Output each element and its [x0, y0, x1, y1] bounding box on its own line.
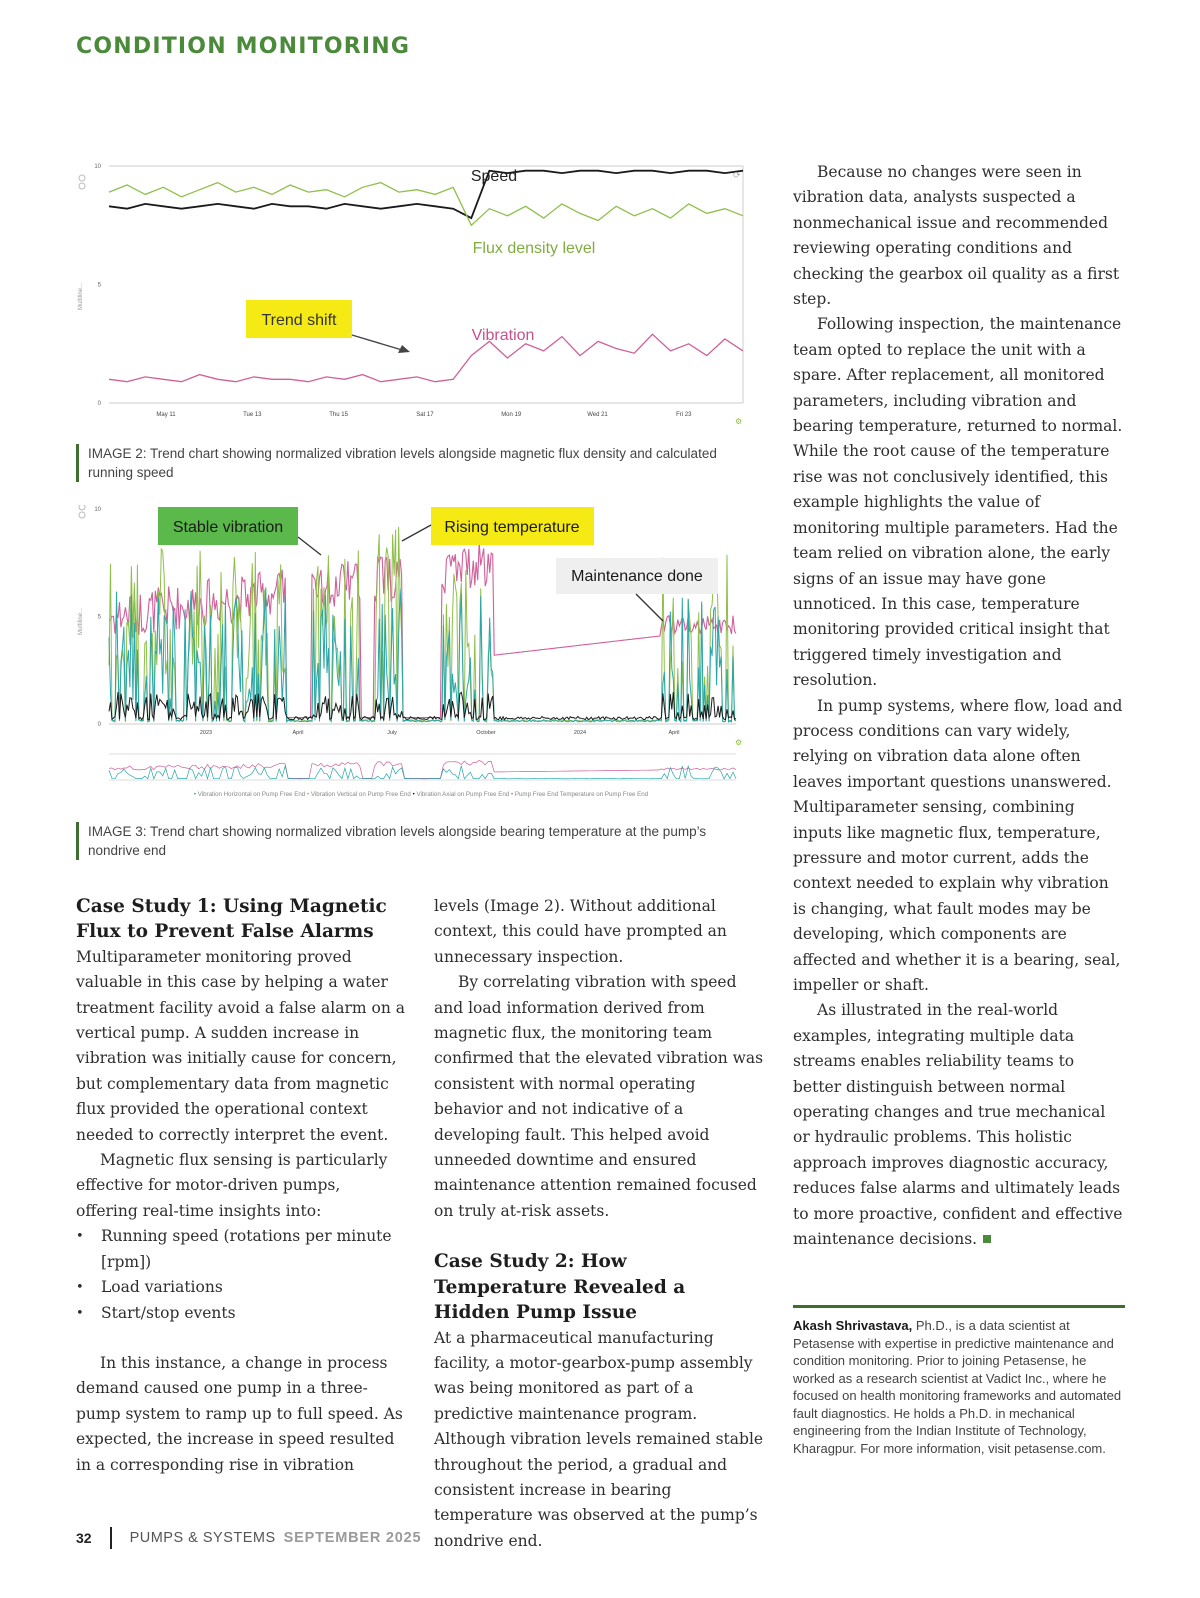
chart-1 [76, 160, 766, 435]
chart-2 [76, 505, 766, 815]
author-bio [793, 1305, 1125, 1457]
chart1-arrow [352, 335, 402, 350]
case-study-2-heading: Case Study 2: How Temperature Revealed a Hidden Pump Issue [434, 1251, 686, 1324]
case-study-1-heading: Case Study 1: Using Magnetic Flux to Prevent False Alarms [76, 896, 387, 943]
chart2-arrow-maintenance [636, 594, 663, 621]
chart2-x-tick: April [292, 730, 304, 736]
paragraph: Magnetic flux sensing is particularly effective for motor-driven pumps, offering real-time insights into: [76, 1151, 388, 1220]
chart1-label-trend-shift: Trend shift [261, 312, 337, 329]
end-mark [983, 1235, 991, 1243]
paragraph: Following inspection, the maintenance team opted to replace the unit with a spare. After replacement, all monitored parameters, including vibration and bearing temperature, returned to normal. While the root cause of the temperature rise was not conclusively identified, this example highlights the value of monitoring multiple parameters. Had the team relied on vibration alone, the early signs of an issue may have gone unnoticed. In this case, temperature monitoring provided critical insight that triggered timely investigation and resolution. [793, 315, 1123, 690]
chart2-x-tick: April [668, 730, 680, 736]
page-number: 32 [76, 1530, 92, 1546]
chart1-x-tick: Mon 19 [501, 412, 522, 418]
figure-caption-2: IMAGE 3: Trend chart showing normalized vibration levels alongside bearing temperature at the pump’s nondrive end [76, 822, 756, 860]
chart2-x-tick: 2023 [199, 730, 213, 736]
figure-trend-chart-2 [76, 505, 766, 815]
publication-name: PUMPS & SYSTEMS [129, 1530, 276, 1546]
list-item: • Start/stop events [76, 1301, 406, 1326]
settings-icon: ⚙ [735, 417, 743, 426]
paragraph: In this instance, a change in process demand caused one pump in a three-pump system to ramp up to full speed. As expected, the increase in speed resulted in a corresponding rise in vibration [76, 1353, 403, 1474]
paragraph: Multiparameter monitoring proved valuable in this case by helping a water treatment facility avoid a false alarm on a vertical pump. A sudden increase in vibration was initially cause for concern, but complementary data from magnetic flux provided the operational context needed to correctly interpret the event. [76, 947, 405, 1144]
chart1-x-tick: Fri 23 [676, 412, 692, 418]
chart1-y-label: Multiline... [78, 282, 84, 310]
chart1-x-tick: Sat 17 [416, 412, 434, 418]
figure-trend-chart-1 [76, 160, 766, 435]
chart2-x-tick: October [476, 730, 496, 736]
chart2-x-tick: July [387, 730, 397, 736]
paragraph: By correlating vibration with speed and load information derived from magnetic flux, the monitoring team confirmed that the elevated vibration was consistent with normal operating behavior and not indicative of a developing fault. This helped avoid unneeded downtime and ensured maintenance attention remained focused on truly at-risk assets. [434, 973, 764, 1220]
list-item: • Load variations [76, 1275, 406, 1300]
chart2-toolbar-icons [79, 505, 85, 518]
chart1-label-speed: Speed [470, 168, 518, 185]
insight-list [76, 1224, 406, 1326]
paragraph: At a pharmaceutical manufacturing facility, a motor-gearbox-pump assembly was being monitored as part of a predictive maintenance program. Although vibration levels remained stable throughout the period, a gradual and consistent increase in bearing temperature was observed at the pump’s nondrive end. [434, 1328, 764, 1550]
paragraph: In pump systems, where flow, load and process conditions can vary widely, relying on vibration data alone often leaves important questions unanswered. Multiparameter sensing, combining inputs like magnetic flux, temperature, pressure and motor current, adds the context needed to explain why vibration is changing, what fault modes may be developing, which components are affected and whether it is a bearing, seal, impeller or shaft. [793, 696, 1123, 994]
chart1-x-tick: May 11 [156, 412, 176, 418]
chart2-navigator[interactable] [109, 754, 736, 780]
chart1-y-tick: 5 [97, 282, 101, 289]
chart1-series-line [109, 183, 743, 226]
chart2-arrow-stable [298, 537, 321, 555]
page-footer [76, 1526, 421, 1550]
chart2-x-tick: 2024 [573, 730, 587, 736]
chart2-label-stable: Stable vibration [172, 519, 284, 536]
chart1-label-vibration: Vibration [471, 327, 535, 344]
footer-divider [110, 1527, 112, 1549]
chart1-label-flux: Flux density level [472, 240, 596, 257]
paragraph: Because no changes were seen in vibration data, analysts suspected a nonmechanical issue and recommended reviewing operating conditions and checking the gearbox oil quality as a first step. [793, 163, 1120, 309]
chart1-y-tick: 10 [94, 164, 101, 170]
chart1-y-tick: 0 [97, 401, 101, 407]
chart2-label-rising: Rising temperature [444, 519, 580, 536]
chart1-x-tick: Wed 21 [587, 412, 608, 418]
chart1-series-line [109, 334, 743, 381]
chart1-x-tick: Tue 13 [243, 412, 262, 418]
article-column-3 [793, 160, 1125, 1252]
author-name: Akash Shrivastava, [793, 1318, 913, 1333]
paragraph-conclusion: As illustrated in the real-world examples, integrating multiple data streams enables reliability teams to better distinguish between normal operating changes and true mechanical or hydraulic problems. This holistic approach improves diagnostic accuracy, reduces false alarms and ultimately leads to more proactive, confident and effective maintenance decisions. [793, 1001, 1123, 1249]
paragraph: levels (Image 2). Without additional context, this could have prompted an unnecessary inspection. [434, 897, 727, 966]
settings-icon: ⚙ [735, 738, 743, 747]
issue-date: SEPTEMBER 2025 [283, 1530, 422, 1546]
chart2-y-tick: 5 [97, 614, 101, 621]
chart1-toolbar-icons [79, 175, 85, 189]
figure-caption-1: IMAGE 2: Trend chart showing normalized vibration levels alongside magnetic flux density and calculated running speed [76, 444, 756, 482]
chart2-navigator-trace [109, 760, 736, 778]
refresh-icon: ⟳ [733, 171, 741, 181]
chart1-x-tick: Thu 15 [329, 412, 348, 418]
chart2-y-tick: 0 [97, 722, 101, 728]
chart2-legend: • Vibration Horizontal on Pump Free End • Vibration Vertical on Pump Free End • Vibration Axial on Pump Free End • Pump Free End Temperature on Pump Free End [193, 791, 649, 798]
chart2-y-label: Multiline... [78, 607, 84, 635]
chart2-label-maintenance: Maintenance done [571, 568, 703, 585]
list-item: • Running speed (rotations per minute [rpm]) [76, 1224, 406, 1275]
chart2-series-horizontal [109, 587, 736, 721]
section-title: CONDITION MONITORING [76, 34, 411, 59]
chart2-arrow-rising [402, 525, 431, 541]
chart2-y-tick: 10 [94, 507, 101, 513]
article-column-2 [434, 894, 764, 1554]
article-column-1 [76, 894, 406, 1478]
author-description: Ph.D., is a data scientist at Petasense with expertise in predictive maintenance and condition monitoring. Prior to joining Petasense, he worked as a research scientist at Vadict Inc., where he focused on health monitoring frameworks and automated fault diagnostics. He holds a Ph.D. in mechanical engineering from the Indian Institute of Technology, Kharagpur. For more information, visit petasense.com. [793, 1318, 1122, 1456]
